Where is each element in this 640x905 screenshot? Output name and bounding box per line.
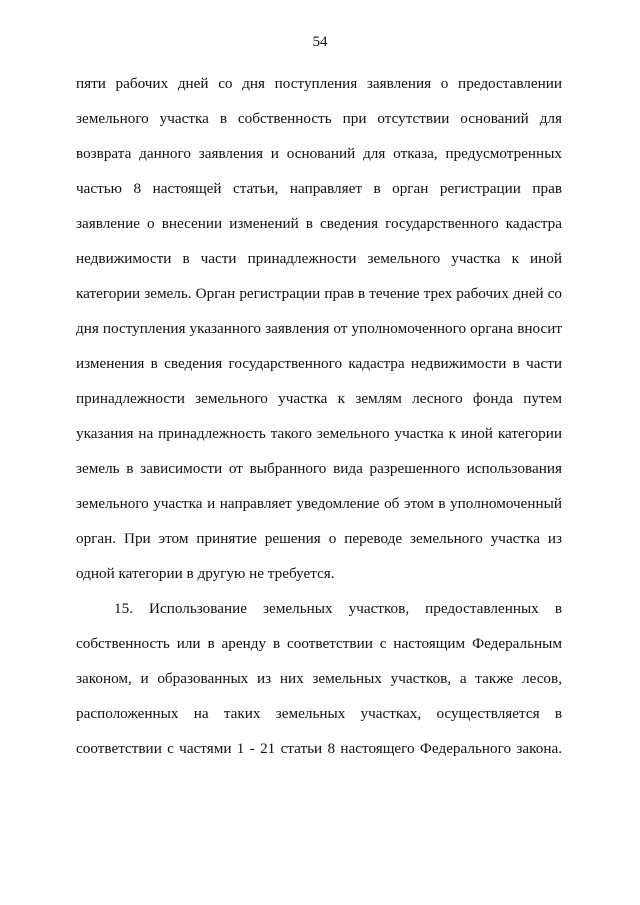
text-line: расположенных на таких земельных участках, осуществляется в [76,705,562,722]
text-line: указания на принадлежность такого земельного участка к иной категории [76,425,562,442]
page-number: 54 [312,34,328,50]
text-line: земель в зависимости от выбранного вида разрешенного использования [76,460,562,477]
text-line: земельного участка и направляет уведомление об этом в уполномоченный [76,495,562,512]
text-line: категории земель. Орган регистрации прав в течение трех рабочих дней со [76,285,562,302]
text-line: недвижимости в части принадлежности земельного участка к иной [76,250,562,267]
text-line: соответствии с частями 1 - 21 статьи 8 настоящего Федерального закона. [76,740,562,757]
text-line: 15. Использование земельных участков, предоставленных в [114,600,562,617]
text-line: возврата данного заявления и оснований для отказа, предусмотренных [76,145,562,162]
text-line: изменения в сведения государственного кадастра недвижимости в части [76,355,562,372]
text-line: одной категории в другую не требуется. [76,565,335,582]
text-line: дня поступления указанного заявления от уполномоченного органа вносит [76,320,562,337]
text-line: пяти рабочих дней со дня поступления заявления о предоставлении [76,75,562,92]
text-line: законом, и образованных из них земельных участков, а также лесов, [76,670,562,687]
text-line: орган. При этом принятие решения о переводе земельного участка из [76,530,562,547]
text-line: заявление о внесении изменений в сведения государственного кадастра [76,215,562,232]
text-line: принадлежности земельного участка к землям лесного фонда путем [76,390,562,407]
text-line: собственность или в аренду в соответствии с настоящим Федеральным [76,635,562,652]
text-line: частью 8 настоящей статьи, направляет в орган регистрации прав [76,180,562,197]
text-line: земельного участка в собственность при отсутствии оснований для [76,110,562,127]
